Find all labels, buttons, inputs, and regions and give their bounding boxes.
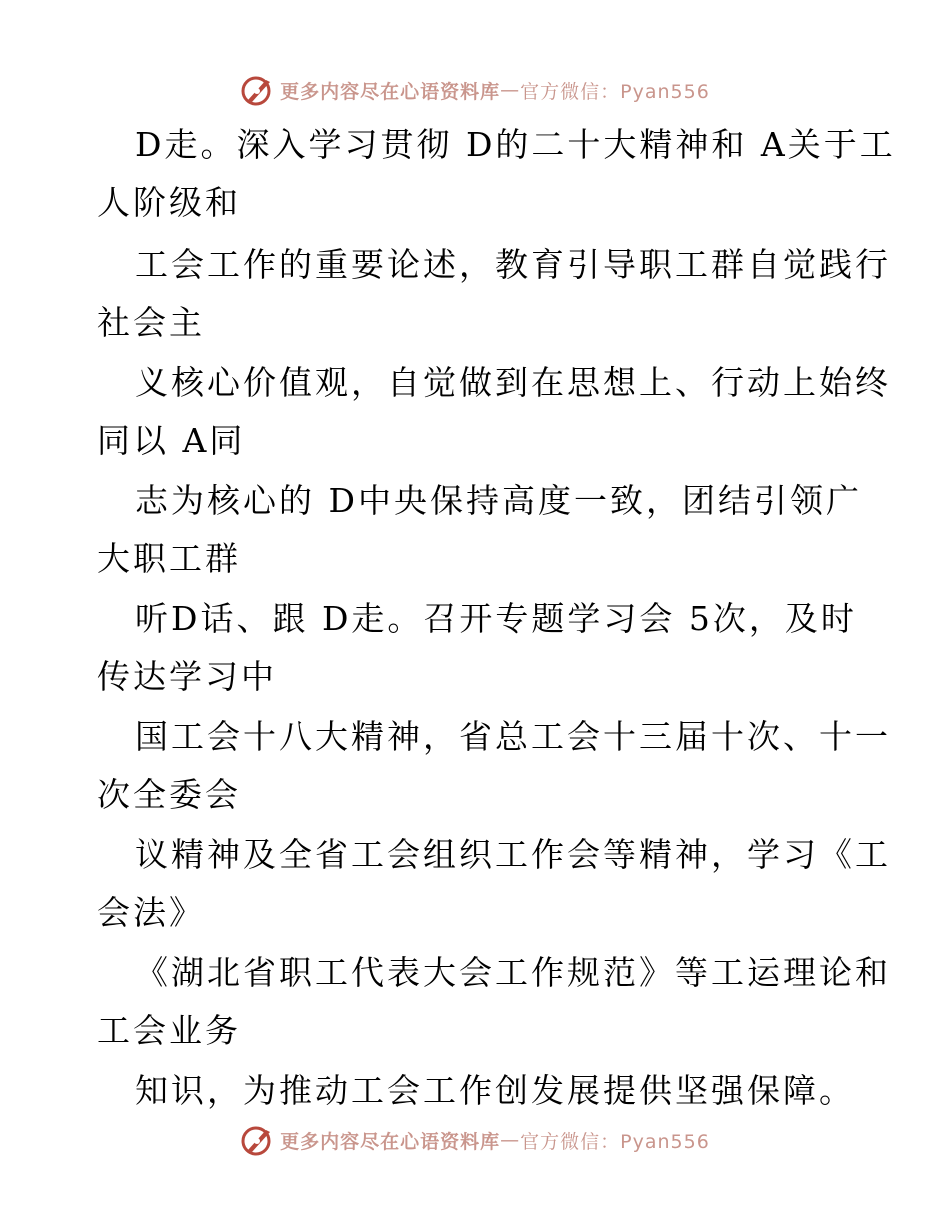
banner-wechat: 官方微信：Pyan556 [520,80,710,103]
text-line: 社会主 [97,303,205,342]
text-line: 会法》 [97,893,205,932]
banner-text: 更多内容尽在心语资料库 [280,80,501,103]
banner-text: 更多内容尽在心语资料库 [280,1130,501,1153]
text-line: 志为核心的 D中央保持高度一致，团结引领广 [135,481,862,520]
banner-wechat: 官方微信：Pyan556 [520,1130,710,1153]
footer-banner [0,1120,950,1160]
text-line: 人阶级和 [97,183,241,222]
text-line: 同以 A同 [97,421,246,460]
text-line: 义核心价值观，自觉做到在思想上、行动上始终 [135,363,891,402]
text-line: 工会业务 [97,1011,241,1050]
text-line: 国工会十八大精神，省总工会十三届十次、十一 [135,717,891,756]
text-line: 议精神及全省工会组织工作会等精神，学习《工 [135,835,891,874]
text-line: 工会工作的重要论述，教育引导职工群自觉践行 [135,245,891,284]
text-line: 听D话、跟 D走。召开专题学习会 5次，及时 [135,599,857,638]
text-line: 传达学习中 [97,657,277,696]
banner-dash: — [500,79,521,101]
pen-circle-logo-icon [240,72,276,108]
text-line: 大职工群 [97,539,241,578]
pen-circle-logo-icon [240,1122,276,1158]
header-banner [0,70,950,110]
text-line: 知识，为推动工会工作创发展提供坚强保障。 [135,1071,855,1110]
text-line: 《湖北省职工代表大会工作规范》等工运理论和 [135,953,891,992]
text-line: 次全委会 [97,775,241,814]
text-line: D走。深入学习贯彻 D的二十大精神和 A关于工 [135,125,896,164]
banner-dash: — [500,1129,521,1151]
